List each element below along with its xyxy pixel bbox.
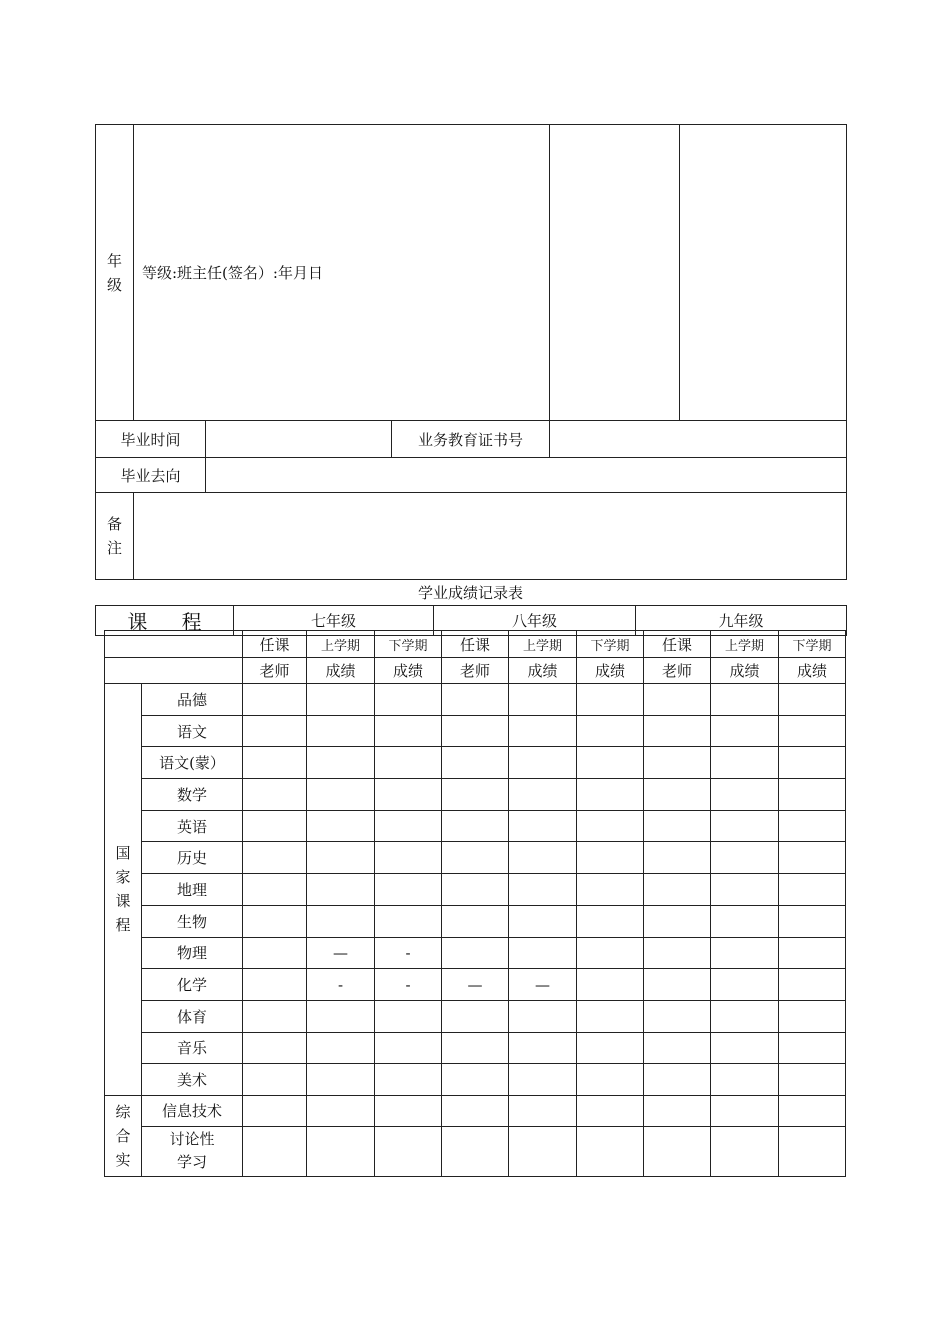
- score-cell[interactable]: [375, 747, 442, 779]
- score-cell[interactable]: [577, 969, 644, 1001]
- score-cell[interactable]: [509, 1000, 577, 1032]
- remarks-value[interactable]: [134, 493, 847, 580]
- table-row: [105, 1032, 846, 1064]
- table-row: [105, 905, 846, 937]
- score-cell[interactable]: [442, 1032, 509, 1064]
- score-cell[interactable]: [577, 1032, 644, 1064]
- header-blank-bottom: [105, 658, 243, 684]
- score-cell[interactable]: [644, 874, 711, 906]
- table-row: [105, 1126, 846, 1176]
- graduation-time-label-cell: [96, 421, 206, 458]
- grade-9-header: 九年级: [636, 606, 847, 636]
- certificate-value[interactable]: [550, 421, 847, 458]
- score-cell[interactable]: [307, 684, 375, 716]
- score-cell[interactable]: [711, 1000, 779, 1032]
- score-cell[interactable]: [779, 684, 846, 716]
- score-cell[interactable]: [711, 874, 779, 906]
- g9-score-1: 成绩: [711, 658, 779, 684]
- score-cell[interactable]: [779, 1095, 846, 1126]
- score-cell[interactable]: [442, 810, 509, 842]
- subject-name: 数学: [142, 779, 243, 811]
- score-cell[interactable]: [243, 937, 307, 969]
- score-cell[interactable]: [509, 874, 577, 906]
- score-cell[interactable]: [509, 810, 577, 842]
- graduation-time-value[interactable]: [206, 421, 392, 458]
- score-cell[interactable]: [509, 1126, 577, 1176]
- score-cell[interactable]: [644, 1032, 711, 1064]
- score-cell[interactable]: [779, 747, 846, 779]
- g9-score-2: 成绩: [779, 658, 846, 684]
- score-cell[interactable]: [577, 684, 644, 716]
- score-cell[interactable]: [644, 684, 711, 716]
- score-table: [104, 630, 846, 1177]
- score-cell[interactable]: [307, 1126, 375, 1176]
- g7-score-2: 成绩: [375, 658, 442, 684]
- score-cell[interactable]: [509, 937, 577, 969]
- score-cell[interactable]: [442, 747, 509, 779]
- table-row: [105, 937, 846, 969]
- score-cell[interactable]: [711, 1032, 779, 1064]
- score-cell[interactable]: [779, 937, 846, 969]
- table-row: [105, 842, 846, 874]
- score-cell[interactable]: [779, 810, 846, 842]
- score-cell[interactable]: [779, 842, 846, 874]
- score-cell[interactable]: [307, 1032, 375, 1064]
- practice-course-group-label: 综合实: [115, 1102, 131, 1169]
- certificate-label-cell: [392, 421, 550, 458]
- subject-name: 化学: [142, 969, 243, 1001]
- destination-value[interactable]: [206, 458, 847, 493]
- score-cell[interactable]: [509, 1032, 577, 1064]
- remarks-label-cell: [96, 493, 134, 580]
- score-cell[interactable]: [509, 842, 577, 874]
- score-cell[interactable]: [779, 1126, 846, 1176]
- g9-teacher-top: 任课: [644, 631, 711, 658]
- table-row: [105, 810, 846, 842]
- score-cell[interactable]: [442, 715, 509, 747]
- course-header: 课 程: [96, 606, 234, 636]
- score-cell[interactable]: [442, 842, 509, 874]
- graduation-time-label: 毕业时间: [120, 430, 181, 449]
- score-cell[interactable]: [243, 715, 307, 747]
- score-cell[interactable]: [644, 905, 711, 937]
- subject-name: 体育: [142, 1000, 243, 1032]
- score-cell[interactable]: [577, 937, 644, 969]
- table-row: [105, 747, 846, 779]
- score-cell[interactable]: -: [375, 969, 442, 1001]
- score-cell[interactable]: [644, 1126, 711, 1176]
- score-cell[interactable]: —: [442, 969, 509, 1001]
- g8-score-2: 成绩: [577, 658, 644, 684]
- g7-teacher-bottom: 老师: [243, 658, 307, 684]
- score-cell[interactable]: [577, 874, 644, 906]
- score-cell[interactable]: [779, 715, 846, 747]
- score-cell[interactable]: [442, 874, 509, 906]
- score-cell[interactable]: [307, 747, 375, 779]
- score-cell[interactable]: [375, 779, 442, 811]
- subject-name: 语文(蒙）: [142, 747, 243, 779]
- score-cell[interactable]: [577, 1095, 644, 1126]
- score-cell[interactable]: [644, 715, 711, 747]
- score-cell[interactable]: -: [307, 969, 375, 1001]
- score-cell[interactable]: [711, 1095, 779, 1126]
- score-cell[interactable]: [243, 747, 307, 779]
- score-cell[interactable]: [711, 810, 779, 842]
- score-cell[interactable]: [243, 969, 307, 1001]
- score-cell[interactable]: [243, 905, 307, 937]
- g8-score-1: 成绩: [509, 658, 577, 684]
- score-cell[interactable]: [509, 905, 577, 937]
- blank-cell-1: [550, 125, 680, 421]
- score-cell[interactable]: [243, 1032, 307, 1064]
- score-cell[interactable]: [375, 874, 442, 906]
- g8-teacher-top: 任课: [442, 631, 509, 658]
- subject-name: 生物: [142, 905, 243, 937]
- score-cell[interactable]: [375, 905, 442, 937]
- score-cell[interactable]: [644, 937, 711, 969]
- score-cell[interactable]: [307, 874, 375, 906]
- score-cell[interactable]: [711, 779, 779, 811]
- table-row: [105, 779, 846, 811]
- score-cell[interactable]: [779, 779, 846, 811]
- national-course-group-label: 国家课程: [115, 844, 131, 935]
- certificate-label: 业务教育证书号: [418, 430, 524, 449]
- subject-name: 讨论性学习: [142, 1126, 243, 1176]
- destination-label: 毕业去向: [120, 466, 181, 485]
- table-row: [105, 715, 846, 747]
- score-cell[interactable]: [711, 969, 779, 1001]
- score-cell[interactable]: [711, 1126, 779, 1176]
- score-cell[interactable]: [243, 1126, 307, 1176]
- score-cell[interactable]: [644, 1000, 711, 1032]
- score-cell[interactable]: [442, 1064, 509, 1096]
- score-cell[interactable]: [644, 969, 711, 1001]
- remarks-label: 备注: [107, 515, 123, 557]
- g7-term2: 下学期: [375, 631, 442, 658]
- score-cell[interactable]: [307, 715, 375, 747]
- score-cell[interactable]: [243, 1000, 307, 1032]
- score-cell[interactable]: [644, 1064, 711, 1096]
- score-cell[interactable]: [442, 684, 509, 716]
- score-cell[interactable]: [577, 1064, 644, 1096]
- grade-label-cell: [96, 125, 134, 421]
- score-cell[interactable]: [577, 905, 644, 937]
- blank-cell-2: [680, 125, 847, 421]
- score-cell[interactable]: —: [509, 969, 577, 1001]
- grade-7-header: 七年级: [234, 606, 434, 636]
- score-cell[interactable]: [375, 715, 442, 747]
- score-cell[interactable]: [577, 747, 644, 779]
- grade-label: 年级: [107, 251, 123, 294]
- score-cell[interactable]: [307, 1000, 375, 1032]
- score-cell[interactable]: [779, 1032, 846, 1064]
- grade-content: 等级:班主任(签名）:年月日: [142, 264, 323, 282]
- score-cell[interactable]: [307, 905, 375, 937]
- score-cell[interactable]: [779, 1064, 846, 1096]
- g8-term2: 下学期: [577, 631, 644, 658]
- g9-term1: 上学期: [711, 631, 779, 658]
- practice-course-group-cell: [105, 1095, 142, 1176]
- score-cell[interactable]: [509, 1064, 577, 1096]
- score-cell[interactable]: [779, 969, 846, 1001]
- score-cell[interactable]: [442, 937, 509, 969]
- score-cell[interactable]: [243, 684, 307, 716]
- national-course-group-cell: [105, 684, 142, 1096]
- table-row: [105, 874, 846, 906]
- grade-8-header: 八年级: [434, 606, 636, 636]
- g7-teacher-top: 任课: [243, 631, 307, 658]
- subject-rows: [105, 684, 846, 1177]
- score-cell[interactable]: [375, 1000, 442, 1032]
- score-cell[interactable]: [442, 1095, 509, 1126]
- score-cell[interactable]: [375, 1095, 442, 1126]
- score-cell[interactable]: [779, 874, 846, 906]
- score-cell[interactable]: [509, 715, 577, 747]
- score-cell[interactable]: [711, 905, 779, 937]
- table-row: [105, 1095, 846, 1126]
- score-cell[interactable]: [243, 810, 307, 842]
- score-cell[interactable]: [577, 810, 644, 842]
- subject-name: 品德: [142, 684, 243, 716]
- score-cell[interactable]: [243, 1064, 307, 1096]
- score-cell[interactable]: [509, 779, 577, 811]
- header-blank-top: [105, 631, 243, 658]
- subject-name: 信息技术: [142, 1095, 243, 1126]
- score-cell[interactable]: [711, 842, 779, 874]
- g7-term1: 上学期: [307, 631, 375, 658]
- score-cell[interactable]: [509, 684, 577, 716]
- destination-label-cell: [96, 458, 206, 493]
- score-cell[interactable]: [307, 1064, 375, 1096]
- score-cell[interactable]: —: [307, 937, 375, 969]
- score-cell[interactable]: [307, 1095, 375, 1126]
- score-cell[interactable]: [509, 747, 577, 779]
- score-cell[interactable]: [243, 874, 307, 906]
- g8-teacher-bottom: 老师: [442, 658, 509, 684]
- g8-term1: 上学期: [509, 631, 577, 658]
- score-cell[interactable]: [243, 779, 307, 811]
- score-cell[interactable]: [375, 1064, 442, 1096]
- score-cell[interactable]: [442, 1000, 509, 1032]
- subject-name: 音乐: [142, 1032, 243, 1064]
- table-row: [105, 969, 846, 1001]
- score-cell[interactable]: [577, 1126, 644, 1176]
- score-cell[interactable]: [442, 905, 509, 937]
- score-cell[interactable]: [442, 1126, 509, 1176]
- score-cell[interactable]: [711, 684, 779, 716]
- score-cell[interactable]: [711, 747, 779, 779]
- score-cell[interactable]: [779, 905, 846, 937]
- score-cell[interactable]: [644, 779, 711, 811]
- score-cell[interactable]: [243, 842, 307, 874]
- subject-name: 历史: [142, 842, 243, 874]
- score-cell[interactable]: [711, 1064, 779, 1096]
- table-row: [105, 1000, 846, 1032]
- score-cell[interactable]: [442, 779, 509, 811]
- score-cell[interactable]: [577, 842, 644, 874]
- table-row: [105, 1064, 846, 1096]
- score-cell[interactable]: [375, 1126, 442, 1176]
- score-cell[interactable]: [243, 1095, 307, 1126]
- score-cell[interactable]: [307, 842, 375, 874]
- subject-name: 地理: [142, 874, 243, 906]
- score-cell[interactable]: [644, 1095, 711, 1126]
- subject-name: 物理: [142, 937, 243, 969]
- score-cell[interactable]: [779, 1000, 846, 1032]
- score-cell[interactable]: [644, 747, 711, 779]
- score-cell[interactable]: [509, 1095, 577, 1126]
- subject-name: 英语: [142, 810, 243, 842]
- score-cell[interactable]: [375, 684, 442, 716]
- g9-term2: 下学期: [779, 631, 846, 658]
- g9-teacher-bottom: 老师: [644, 658, 711, 684]
- score-cell[interactable]: [577, 1000, 644, 1032]
- g7-score-1: 成绩: [307, 658, 375, 684]
- student-record-table: [95, 124, 847, 580]
- score-cell[interactable]: [711, 937, 779, 969]
- grade-content-cell: [134, 125, 550, 421]
- score-cell[interactable]: [711, 715, 779, 747]
- subject-name: 美术: [142, 1064, 243, 1096]
- score-cell[interactable]: [307, 810, 375, 842]
- score-cell[interactable]: [577, 779, 644, 811]
- score-cell[interactable]: -: [375, 937, 442, 969]
- score-cell[interactable]: [644, 810, 711, 842]
- score-cell[interactable]: [644, 842, 711, 874]
- score-cell[interactable]: [375, 842, 442, 874]
- record-title: 学业成绩记录表: [417, 584, 523, 602]
- score-cell[interactable]: [375, 1032, 442, 1064]
- subject-name: 语文: [142, 715, 243, 747]
- score-cell[interactable]: [375, 810, 442, 842]
- score-cell[interactable]: [307, 779, 375, 811]
- table-row: [105, 684, 846, 716]
- score-cell[interactable]: [577, 715, 644, 747]
